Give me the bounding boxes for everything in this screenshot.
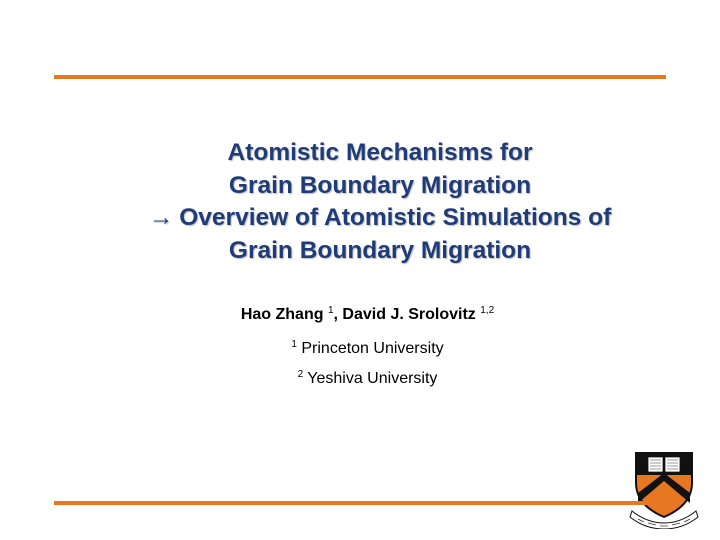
affiliation-2-sup: 2 bbox=[297, 369, 304, 380]
title-line-3-text: Overview of Atomistic Simulations of bbox=[179, 204, 612, 231]
author-1: Hao Zhang bbox=[240, 306, 324, 323]
top-orange-rule bbox=[54, 75, 666, 79]
title-line-3 bbox=[0, 202, 720, 235]
affiliation-1 bbox=[0, 339, 720, 358]
bottom-orange-rule bbox=[54, 501, 666, 505]
title-line-4: Grain Boundary Migration bbox=[228, 236, 532, 264]
title-line-2: Grain Boundary Migration bbox=[228, 171, 532, 199]
princeton-shield-icon bbox=[628, 447, 700, 529]
author-separator: , bbox=[333, 306, 338, 323]
author-line bbox=[0, 305, 720, 324]
affiliation-2 bbox=[0, 369, 720, 388]
affiliation-2-name: Yeshiva University bbox=[307, 370, 438, 387]
author-1-affil-sup: 1 bbox=[327, 305, 334, 316]
affiliation-1-name: Princeton University bbox=[301, 340, 444, 357]
right-arrow-icon: → bbox=[148, 204, 174, 231]
affiliation-1-sup: 1 bbox=[291, 339, 297, 350]
slide-title bbox=[0, 137, 720, 267]
title-line-1: Atomistic Mechanisms for bbox=[227, 139, 533, 166]
author-2: David J. Srolovitz bbox=[342, 306, 476, 323]
author-2-affil-sup: 1,2 bbox=[480, 305, 495, 316]
